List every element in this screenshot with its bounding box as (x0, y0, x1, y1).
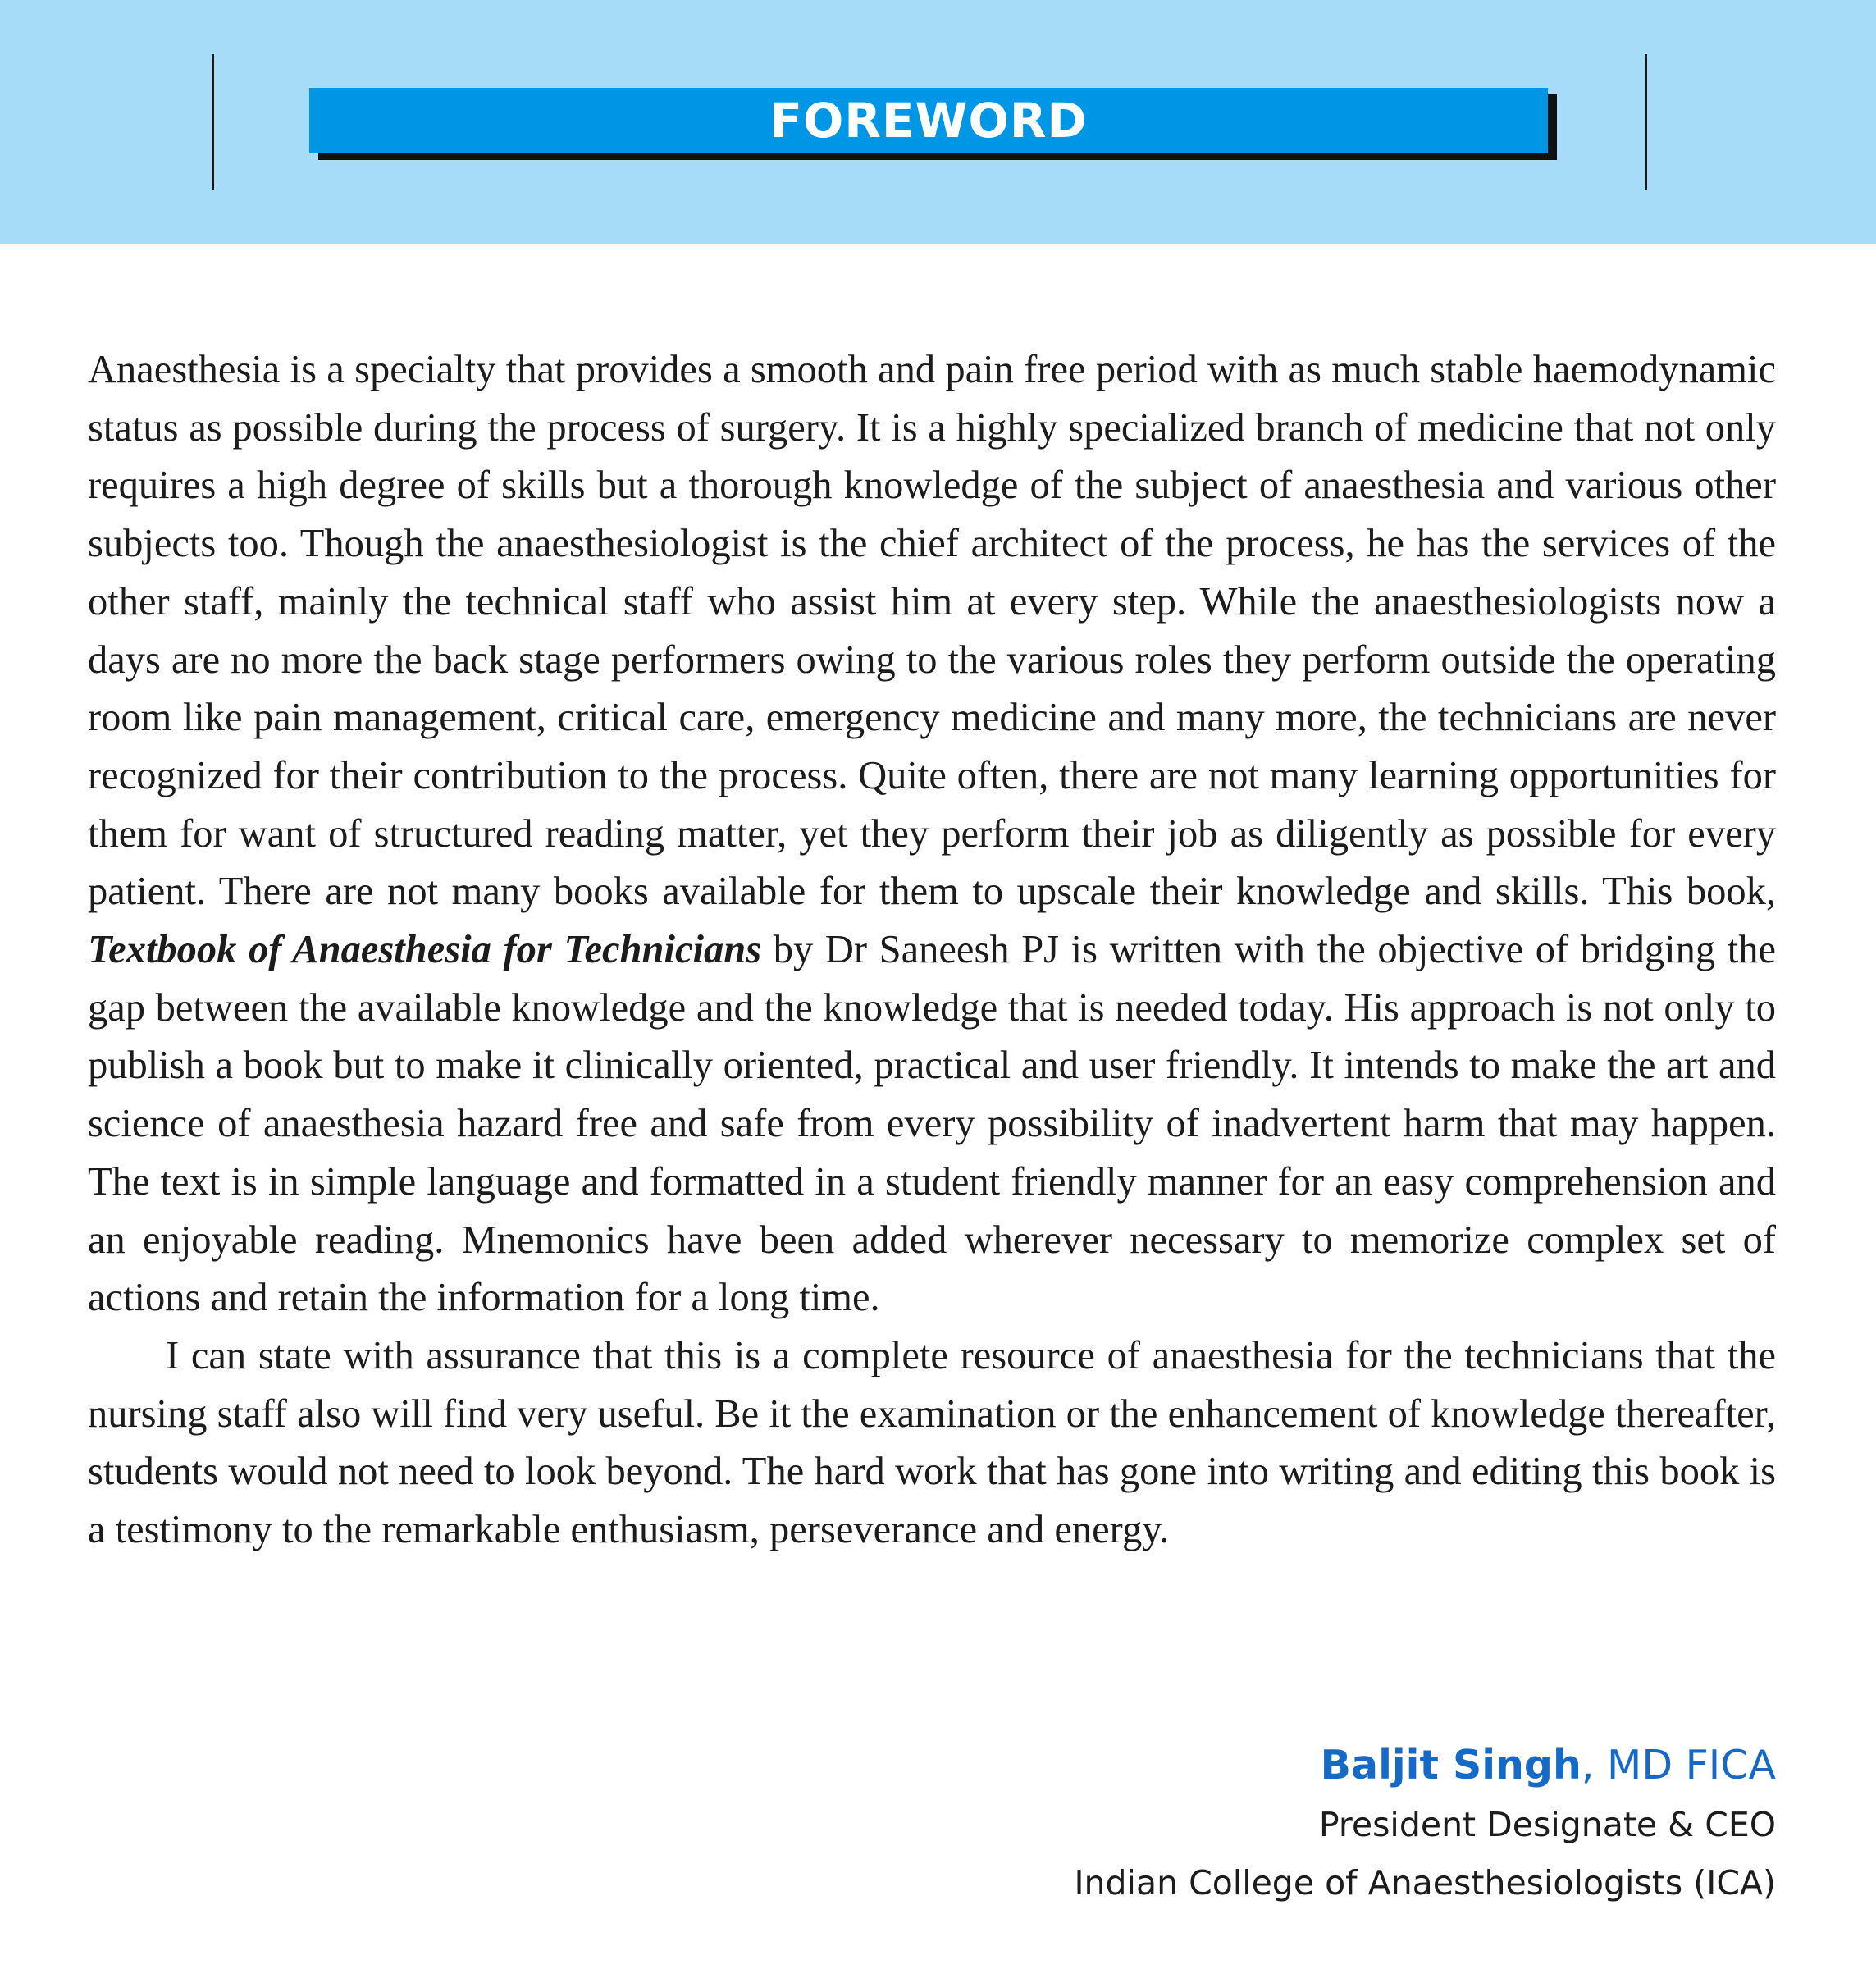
paragraph-1-text-start: Anaesthesia is a specialty that provides a smooth and pain free period with as much stable haemodynamic status as possible during the process of surgery. It is a highly specialized branch of medicine that not only requires a high degree of skills but a thorough knowledge of the subject of anaesthesia and various other subjects too. Though the anaesthesiologist is the chief architect of the process, he has the services of the other staff, mainly the technical staff who assist him at every step. While the anaesthesiologists now a days are no more the back stage performers owing to the various roles they perform outside the operating room like pain management, critical care, emergency medicine and many more, the technicians are never recognized for their contribution to the process. Quite often, there are not many learning opportunities for them for want of structured reading matter, yet they perform their job as diligently as possible for every patient. There are not many books available for them to upscale their knowledge and skills. This book, (88, 348, 1776, 914)
foreword-body (88, 341, 1776, 1560)
signature-credentials: , MD FICA (1581, 1742, 1776, 1789)
page-title: FOREWORD (769, 93, 1088, 148)
paragraph-1-text-end: by Dr Saneesh PJ is written with the objective of bridging the gap between the available knowledge and the knowledge that is needed today. His approach is not only to publish a book but to make it clinically oriented, practical and user friendly. It intends to make the art and science of anaesthesia hazard free and safe from every possibility of inadvertent harm that may happen. The text is in simple language and formatted in a student friendly manner for an easy comprehension and an enjoyable reading. Mnemonics have been added wherever necessary to memorize complex set of actions and retain the information for a long time. (88, 928, 1776, 1320)
header-left-rule (212, 54, 214, 190)
book-title: Textbook of Anaesthesia for Technicians (88, 928, 762, 972)
signature-name-line (1074, 1735, 1776, 1796)
header-right-rule (1645, 54, 1647, 190)
signature-organization: Indian College of Anaesthesiologists (ICA) (1074, 1863, 1776, 1903)
signature-block (1074, 1735, 1776, 1912)
title-box (309, 88, 1548, 153)
signature-name: Baljit Singh (1320, 1742, 1582, 1789)
paragraph-2: I can state with assurance that this is a complete resource of anaesthesia for the technicians that the nursing staff also will find very useful. Be it the examination or the enhancement of knowledge thereafter, students would not need to look beyond. The hard work that has gone into writing and editing this book is a testimony to the remarkable enthusiasm, perseverance and energy. (88, 1333, 1776, 1552)
paragraph-1 (88, 341, 1776, 1327)
signature-position: President Designate & CEO (1318, 1805, 1776, 1844)
